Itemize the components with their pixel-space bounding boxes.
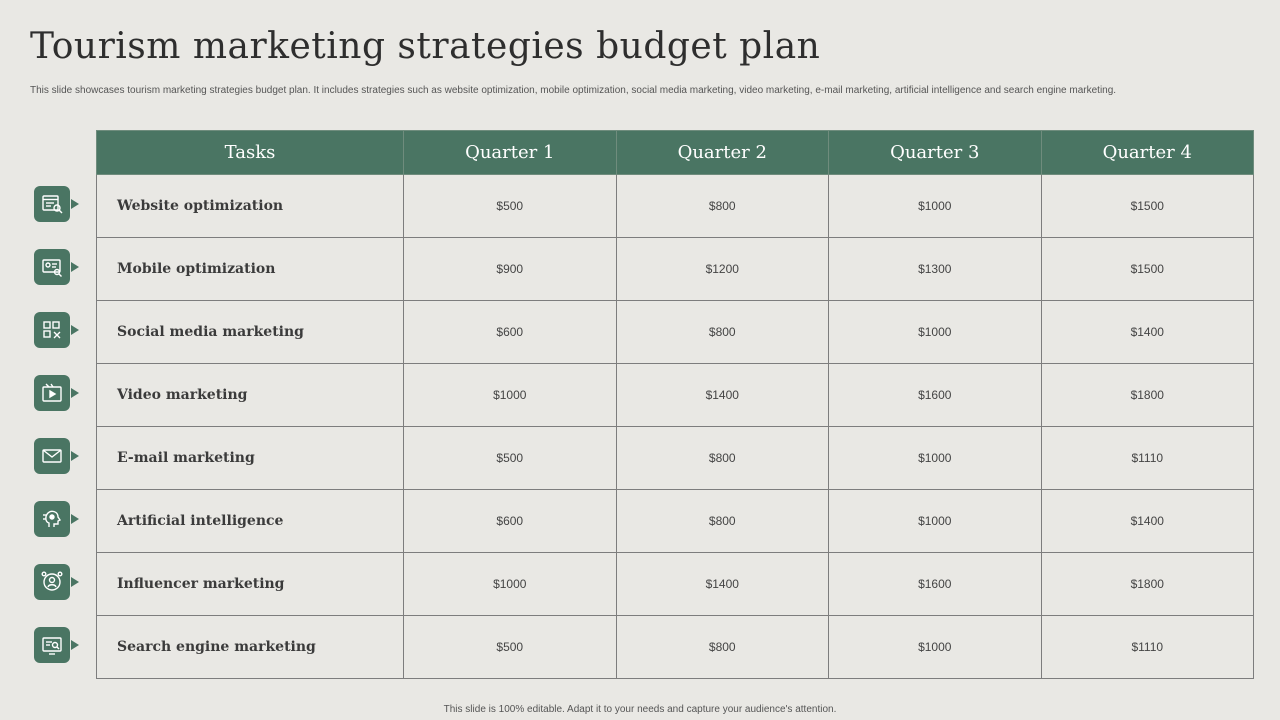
- q2-cell: $1400: [616, 364, 829, 427]
- q1-cell: $1000: [404, 553, 617, 616]
- video-icon: [34, 375, 70, 411]
- q4-cell: $1110: [1041, 616, 1254, 679]
- header-quarter-1: Quarter 1: [404, 131, 617, 175]
- search-engine-icon: [34, 627, 70, 663]
- q2-cell: $800: [616, 301, 829, 364]
- q4-cell: $1400: [1041, 490, 1254, 553]
- slide-title: Tourism marketing strategies budget plan: [30, 26, 821, 67]
- email-icon: [34, 438, 70, 474]
- header-quarter-4: Quarter 4: [1041, 131, 1254, 175]
- q4-cell: $1800: [1041, 364, 1254, 427]
- q2-cell: $800: [616, 175, 829, 238]
- mobile-optimization-icon: [34, 249, 70, 285]
- slide-subtitle: This slide showcases tourism marketing strategies budget plan. It includes strategies such as website optimization, mobile optimization, social media marketing, video marketing, e-mail marketing, artificial intelligence and search engine marketing.: [30, 85, 1117, 96]
- q3-cell: $1000: [829, 427, 1042, 490]
- q2-cell: $800: [616, 490, 829, 553]
- task-cell: Search engine marketing: [97, 616, 404, 679]
- q1-cell: $500: [404, 616, 617, 679]
- q3-cell: $1600: [829, 364, 1042, 427]
- website-optimization-icon: [34, 186, 70, 222]
- task-cell: Artificial intelligence: [97, 490, 404, 553]
- q1-cell: $600: [404, 490, 617, 553]
- q3-cell: $1000: [829, 301, 1042, 364]
- header-row: [97, 131, 1254, 175]
- influencer-icon: [34, 564, 70, 600]
- table-row: [97, 616, 1254, 679]
- table-row: [97, 427, 1254, 490]
- q2-cell: $800: [616, 427, 829, 490]
- q3-cell: $1000: [829, 616, 1042, 679]
- slide-footer: This slide is 100% editable. Adapt it to your needs and capture your audience's attention.: [443, 704, 837, 715]
- ai-head-icon: [34, 501, 70, 537]
- task-cell: Influencer marketing: [97, 553, 404, 616]
- table-row: [97, 238, 1254, 301]
- header-quarter-3: Quarter 3: [829, 131, 1042, 175]
- task-cell: E-mail marketing: [97, 427, 404, 490]
- table-row: [97, 364, 1254, 427]
- q4-cell: $1500: [1041, 238, 1254, 301]
- task-cell: Mobile optimization: [97, 238, 404, 301]
- q4-cell: $1110: [1041, 427, 1254, 490]
- table-row: [97, 553, 1254, 616]
- q2-cell: $1400: [616, 553, 829, 616]
- q3-cell: $1000: [829, 490, 1042, 553]
- q1-cell: $500: [404, 427, 617, 490]
- q2-cell: $800: [616, 616, 829, 679]
- q1-cell: $1000: [404, 364, 617, 427]
- q4-cell: $1800: [1041, 553, 1254, 616]
- q1-cell: $900: [404, 238, 617, 301]
- table-row: [97, 490, 1254, 553]
- table-row: [97, 175, 1254, 238]
- task-cell: Video marketing: [97, 364, 404, 427]
- table-row: [97, 301, 1254, 364]
- q4-cell: $1500: [1041, 175, 1254, 238]
- q2-cell: $1200: [616, 238, 829, 301]
- q3-cell: $1600: [829, 553, 1042, 616]
- header-tasks: Tasks: [97, 131, 404, 175]
- q4-cell: $1400: [1041, 301, 1254, 364]
- task-cell: Website optimization: [97, 175, 404, 238]
- task-cell: Social media marketing: [97, 301, 404, 364]
- q3-cell: $1300: [829, 238, 1042, 301]
- q1-cell: $500: [404, 175, 617, 238]
- q3-cell: $1000: [829, 175, 1042, 238]
- q1-cell: $600: [404, 301, 617, 364]
- header-quarter-2: Quarter 2: [616, 131, 829, 175]
- budget-table: [96, 130, 1254, 679]
- social-media-icon: [34, 312, 70, 348]
